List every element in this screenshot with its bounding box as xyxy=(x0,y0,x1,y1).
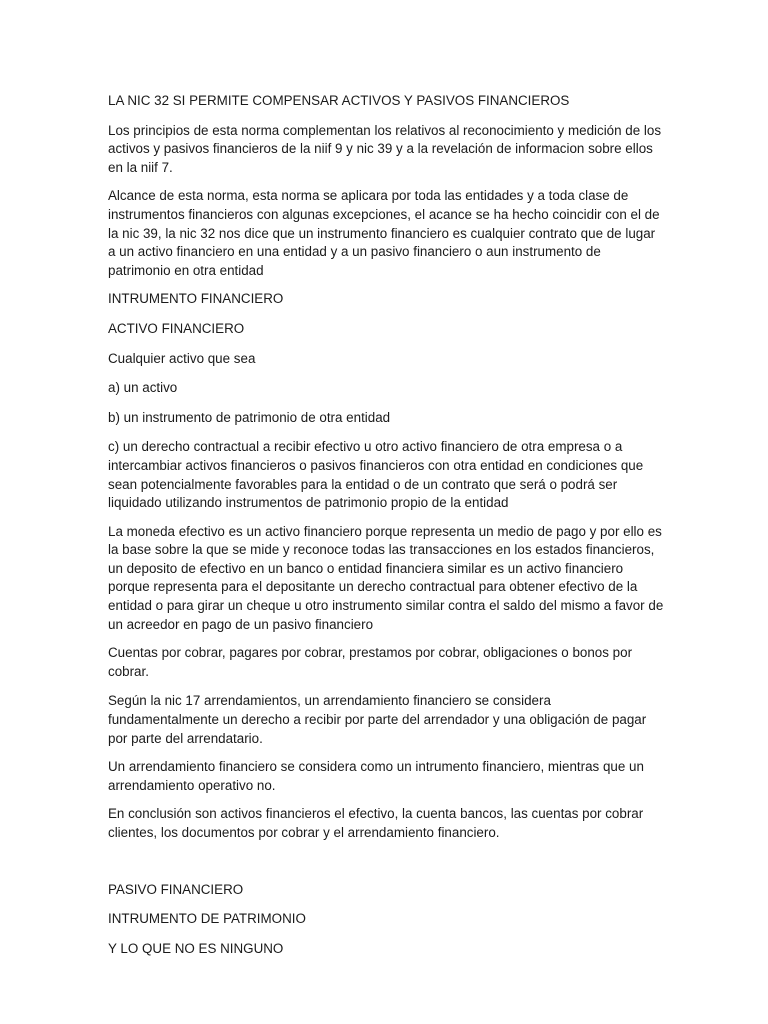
paragraph-cualquier-activo: Cualquier activo que sea xyxy=(108,350,256,366)
heading-pasivo-financiero: PASIVO FINANCIERO xyxy=(108,881,244,897)
document-page xyxy=(108,92,664,969)
paragraph-alcance: Alcance de esta norma, esta norma se aplicara por toda las entidades y a toda clase de instrumentos financieros con algunas excepciones, el acance se ha hecho coincidir con el de la nic 39, la nic 32 nos dice que un instrumento financiero es cualquier contrato que de lugar a un activo financiero en una entidad y a un pasivo financiero o aun instrumento de patrimonio en otra entidad xyxy=(108,188,660,278)
paragraph-cuentas-por-cobrar: Cuentas por cobrar, pagares por cobrar, prestamos por cobrar, obligaciones o bonos por cobrar. xyxy=(108,645,633,679)
paragraph-conclusion: En conclusión son activos financieros el efectivo, la cuenta bancos, las cuentas por cobrar clientes, los documentos por cobrar y el arrendamiento financiero. xyxy=(108,806,644,840)
heading-activo-financiero: ACTIVO FINANCIERO xyxy=(108,320,245,336)
paragraph-nic-17: Según la nic 17 arrendamientos, un arrendamiento financiero se considera fundamentalmente un derecho a recibir por parte del arrendador y una obligación de pagar por parte del arrendatario. xyxy=(108,693,647,746)
paragraph-moneda-efectivo: La moneda efectivo es un activo financiero porque representa un medio de pago y por ello es la base sobre la que se mide y reconoce todas las transacciones en los estados financieros, un deposito de efectivo en un banco o entidad financiera similar es un activo financiero porque representa para el depositante un derecho contractual para obtener efectivo de la entidad o para girar un cheque u otro instrumento similar contra el saldo del mismo a favor de un acreedor en pago de un pasivo financiero xyxy=(108,523,664,632)
blank-gap xyxy=(108,853,664,881)
heading-instrumento-patrimonio: INTRUMENTO DE PATRIMONIO xyxy=(108,911,306,927)
list-item-c: c) un derecho contractual a recibir efectivo u otro activo financiero de otra empresa o a intercambiar activos financieros o pasivos financieros con otra entidad en condiciones que sean potencialmente favorables para la entidad o de un contrato que será o podrá ser liquidado utilizando instrumentos de patrimonio propio de la entidad xyxy=(108,439,644,511)
heading-instrumento-financiero: INTRUMENTO FINANCIERO xyxy=(108,291,284,307)
heading-lo-que-no-es-ninguno: Y LO QUE NO ES NINGUNO xyxy=(108,940,284,956)
list-item-b: b) un instrumento de patrimonio de otra entidad xyxy=(108,409,391,425)
paragraph-principios: Los principios de esta norma complementan los relativos al reconocimiento y medición de los activos y pasivos financieros de la niif 9 y nic 39 y a la revelación de informacion sobre ellos en la niif 7. xyxy=(108,122,662,175)
paragraph-arrendamiento: Un arrendamiento financiero se considera como un intrumento financiero, mientras que un arrendamiento operativo no. xyxy=(108,759,644,793)
list-item-a: a) un activo xyxy=(108,380,178,396)
document-title: LA NIC 32 SI PERMITE COMPENSAR ACTIVOS Y PASIVOS FINANCIEROS xyxy=(108,93,570,108)
